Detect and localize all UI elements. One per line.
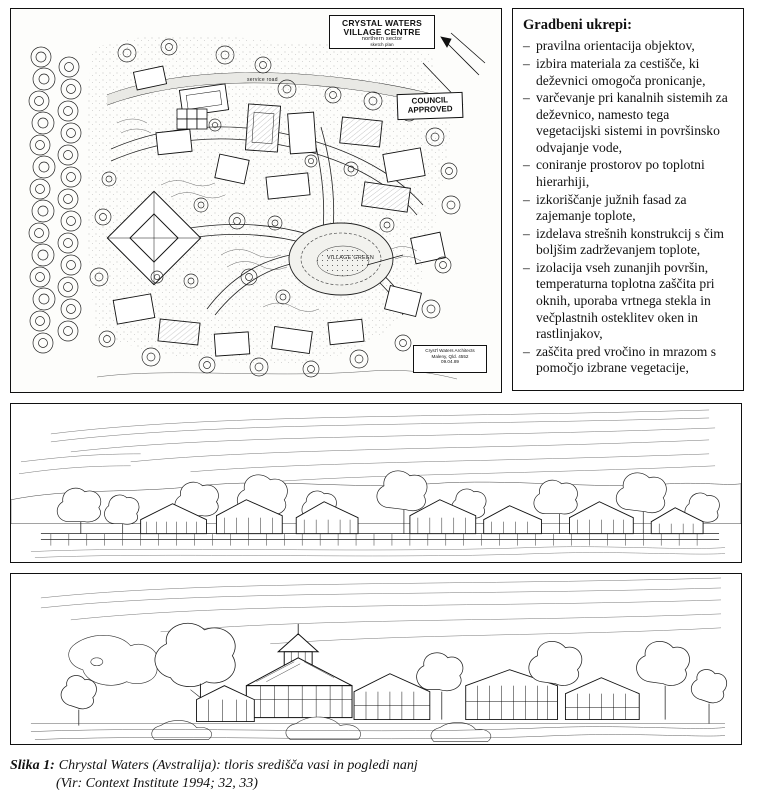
measure-text: varčevanje pri kanalnih sistemih za deževnico, namesto tega vegetacijski sistemi in površinsko odvajanje vode, — [536, 90, 728, 155]
dash-bullet: – — [523, 55, 530, 71]
list-item — [523, 192, 735, 225]
drawing-credit-box: Cryst'l Waters Architects Maleny, Qld. 4552 09.04.89 — [413, 345, 487, 373]
list-item — [523, 226, 735, 259]
figure-source: (Vir: Context Institute 1994; 32, 33) — [56, 776, 258, 792]
list-item — [523, 344, 735, 377]
dash-bullet: – — [523, 225, 530, 241]
measure-text: izolacija vseh zunanjih površin, temperaturna toplotna zaščita pri oknih, uporaba vrtnega stekla in večplastnih osteklitev oken in rastlinjakov, — [536, 259, 715, 342]
list-item — [523, 260, 735, 343]
elevation-1-svg — [11, 404, 741, 563]
list-item — [523, 38, 735, 55]
measure-text: izkoriščanje južnih fasad za zajemanje toplote, — [536, 191, 687, 224]
list-item — [523, 157, 735, 190]
dash-bullet: – — [523, 259, 530, 275]
elevation-2-svg — [11, 574, 741, 745]
measure-text: izbira materiala za cestišče, ki deževnici omogoča pronicanje, — [536, 55, 706, 88]
village-elevation-drawing-2 — [10, 573, 742, 745]
dash-bullet: – — [523, 38, 530, 54]
list-item — [523, 56, 735, 89]
figure-label: Slika 1: — [10, 758, 55, 773]
measure-text: izdelava strešnih konstrukcij s čim boljšim zadrževanjem toplote, — [536, 225, 725, 258]
measures-title: Gradbeni ukrepi: — [523, 17, 632, 33]
village-green-label: VILLAGE GREEN — [327, 255, 375, 261]
service-road-label: service road — [247, 77, 278, 83]
dash-bullet: – — [523, 191, 530, 207]
list-item — [523, 90, 735, 156]
top-row — [10, 8, 754, 393]
plan-title-label: CRYSTAL WATERS VILLAGE CENTRE northern sector sketch plan — [329, 15, 435, 49]
measure-text: coniranje prostorov po toplotni hierarhiji, — [536, 157, 705, 190]
measure-text: pravilna orientacija objektov, — [536, 38, 695, 54]
measures-list — [523, 38, 735, 377]
measure-text: zaščita pred vročino in mrazom s pomočjo izbrane vegetacije, — [536, 343, 717, 376]
dash-bullet: – — [523, 157, 530, 173]
figure-caption — [10, 757, 754, 793]
site-plan-drawing — [10, 8, 502, 393]
dash-bullet: – — [523, 343, 530, 359]
council-approved-stamp: COUNCIL APPROVED — [397, 92, 464, 120]
figure-caption-text: Chrystal Waters (Avstralija): tloris središča vasi in pogledi nanj — [58, 758, 418, 773]
dash-bullet: – — [523, 90, 530, 106]
village-elevation-drawing-1 — [10, 403, 742, 563]
building-measures-box — [512, 8, 744, 391]
site-plan-svg — [11, 9, 501, 392]
